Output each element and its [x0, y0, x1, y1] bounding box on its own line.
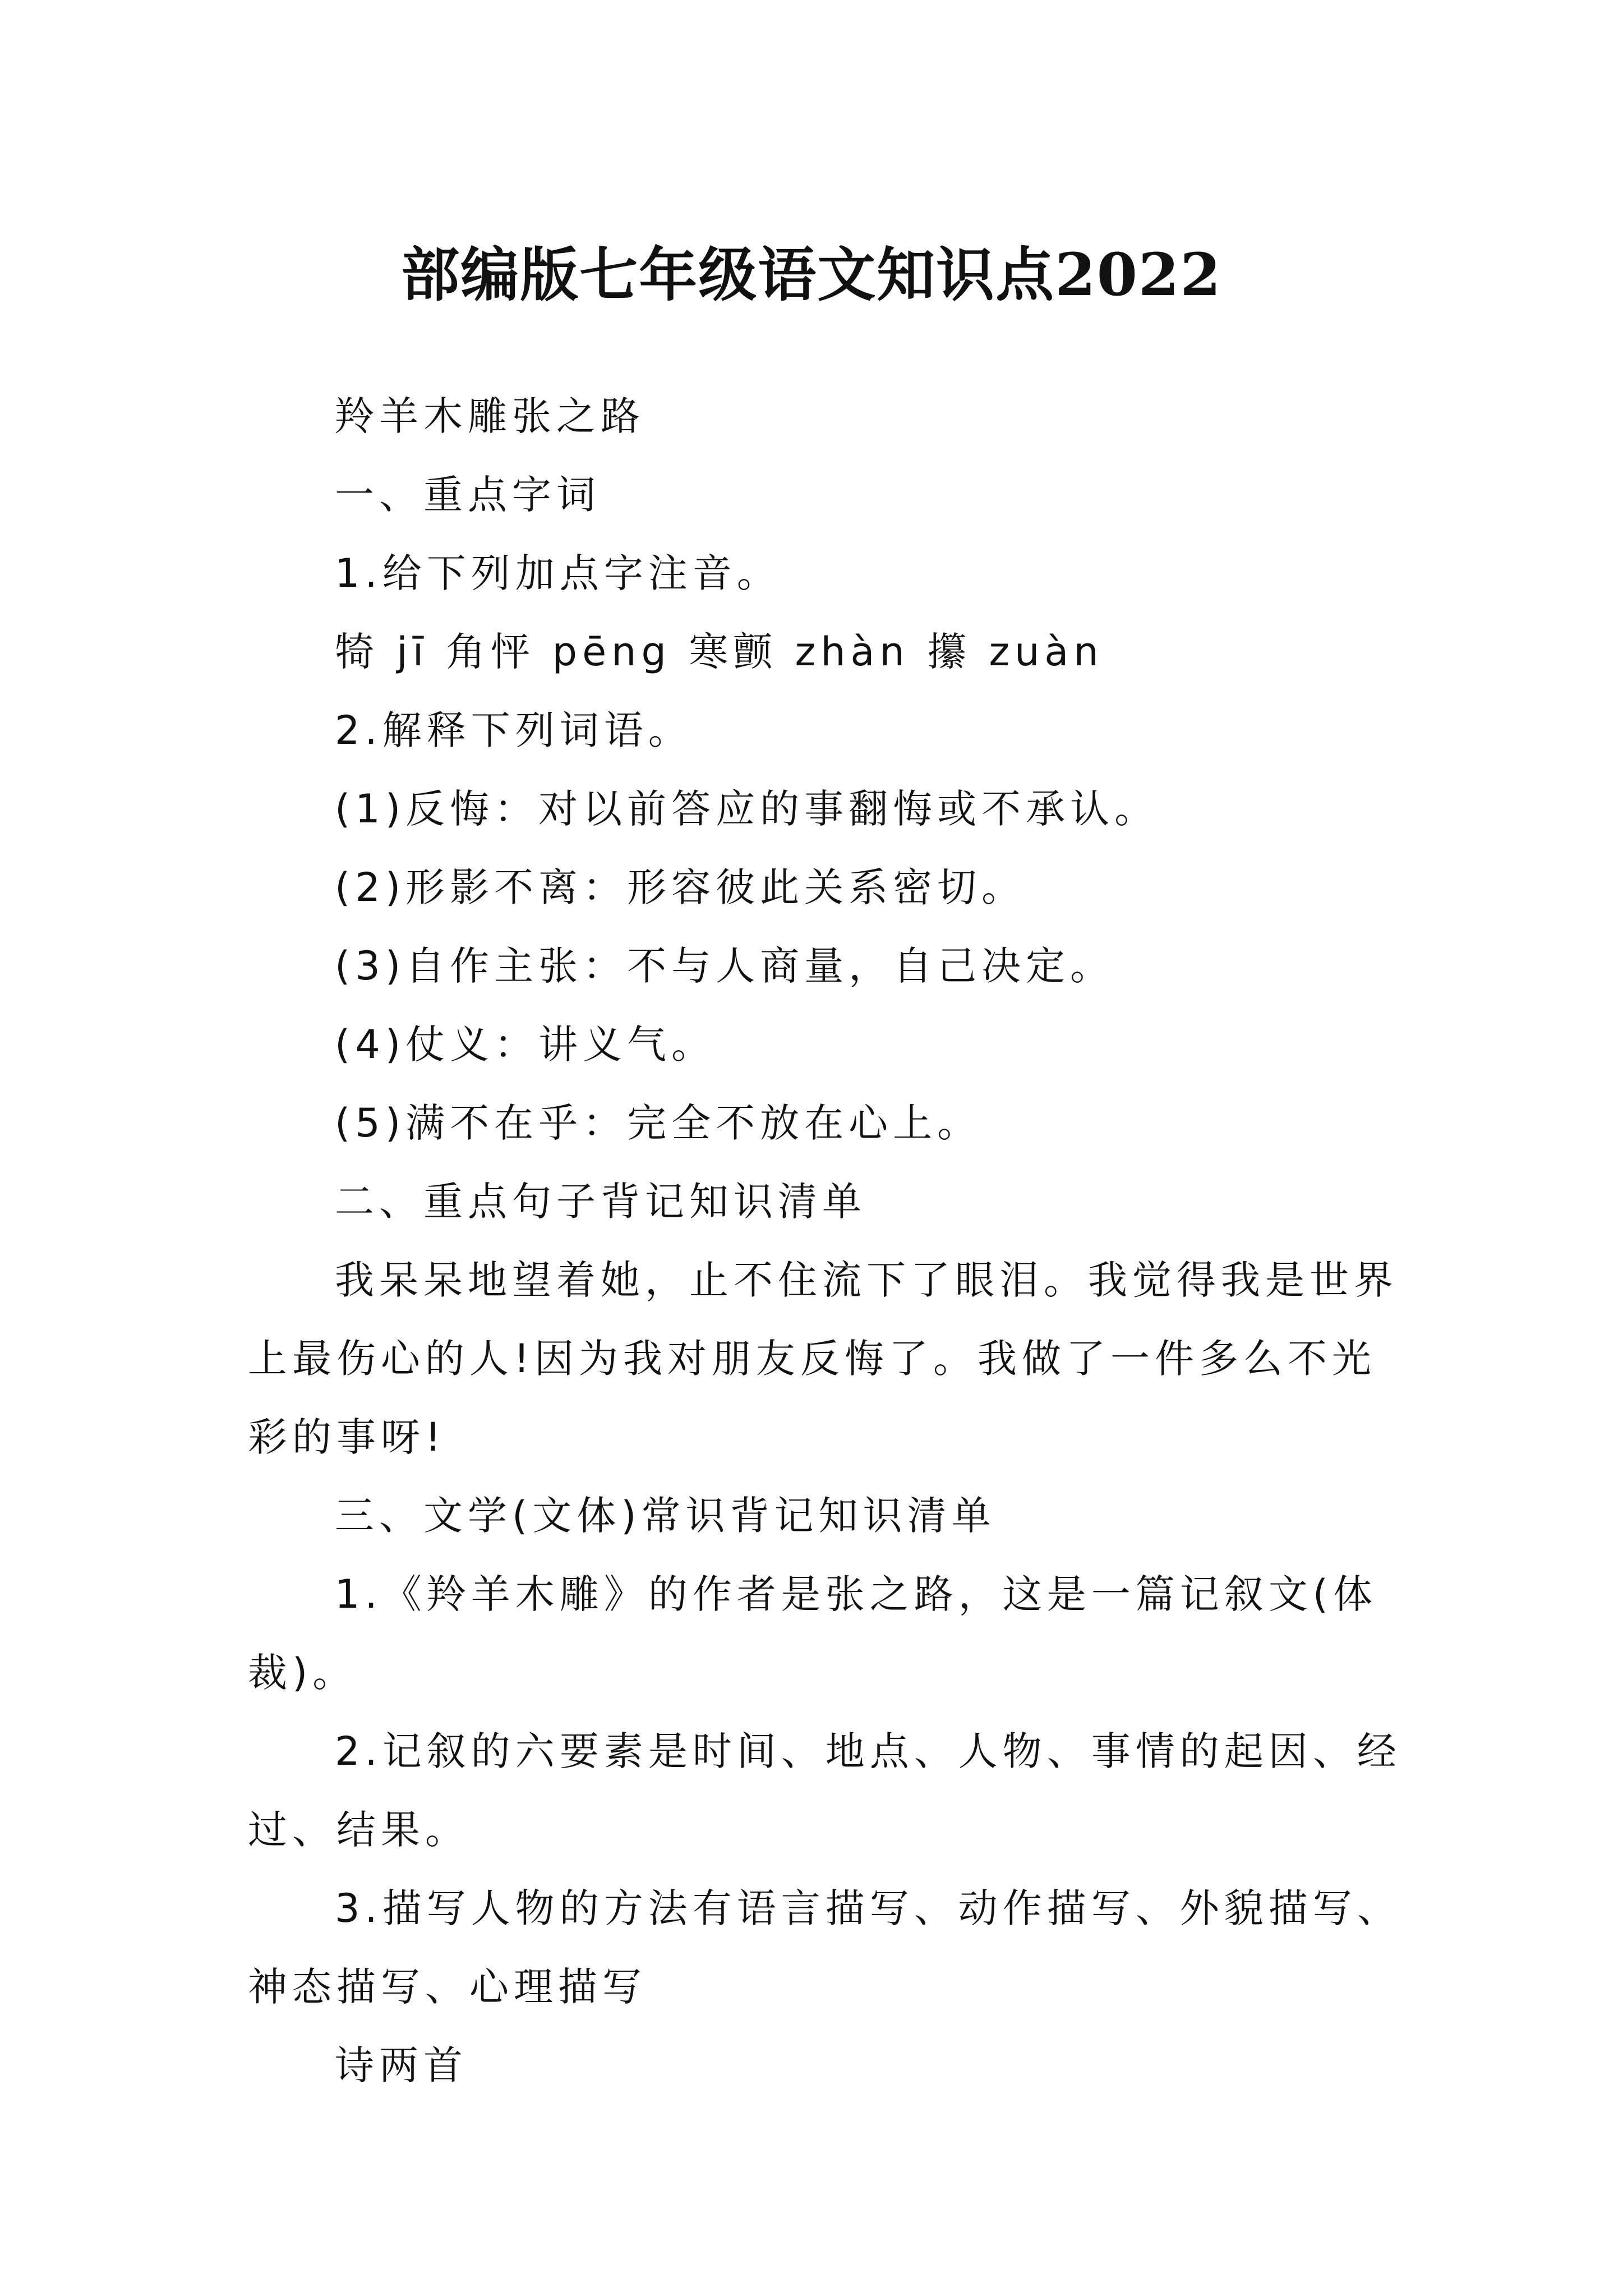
document-title: 部编版七年级语文知识点2022: [401, 240, 1222, 309]
definition-item: (2)形影不离：形容彼此关系密切。: [335, 864, 1026, 910]
section-heading-key-words: 一、重点字词: [335, 472, 601, 518]
definition-item: (3)自作主张：不与人商量，自己决定。: [335, 943, 1115, 989]
section-heading-key-sentences: 二、重点句子背记知识清单: [335, 1179, 866, 1225]
key-sentence-paragraph: 我呆呆地望着她，止不住流下了眼泪。我觉得我是世界上最伤心的人!因为我对朋友反悔了。我做了一件多么不光彩的事呀!: [248, 1257, 1398, 1460]
document-body: [248, 377, 1403, 2105]
lesson-title: 羚羊木雕张之路: [335, 393, 645, 439]
next-lesson-title: 诗两首: [335, 2042, 468, 2088]
literary-knowledge-item: 1.《羚羊木雕》的作者是张之路，这是一篇记叙文(体裁)。: [248, 1571, 1378, 1696]
definition-item: (4)仗义：讲义气。: [335, 1022, 716, 1068]
section-heading-literary-knowledge: 三、文学(文体)常识背记知识清单: [335, 1493, 996, 1539]
question-definitions: 2.解释下列词语。: [335, 707, 693, 753]
pinyin-answers: 犄 jī 角怦 pēng 寒颤 zhàn 攥 zuàn: [335, 629, 1104, 675]
definition-item: (1)反悔：对以前答应的事翻悔或不承认。: [335, 786, 1159, 832]
question-pinyin: 1.给下列加点字注音。: [335, 550, 781, 596]
definition-item: (5)满不在乎：完全不放在心上。: [335, 1100, 982, 1146]
literary-knowledge-item: 2.记叙的六要素是时间、地点、人物、事情的起因、经过、结果。: [248, 1728, 1401, 1853]
literary-knowledge-item: 3.描写人物的方法有语言描写、动作描写、外貌描写、神态描写、心理描写: [248, 1885, 1401, 2010]
